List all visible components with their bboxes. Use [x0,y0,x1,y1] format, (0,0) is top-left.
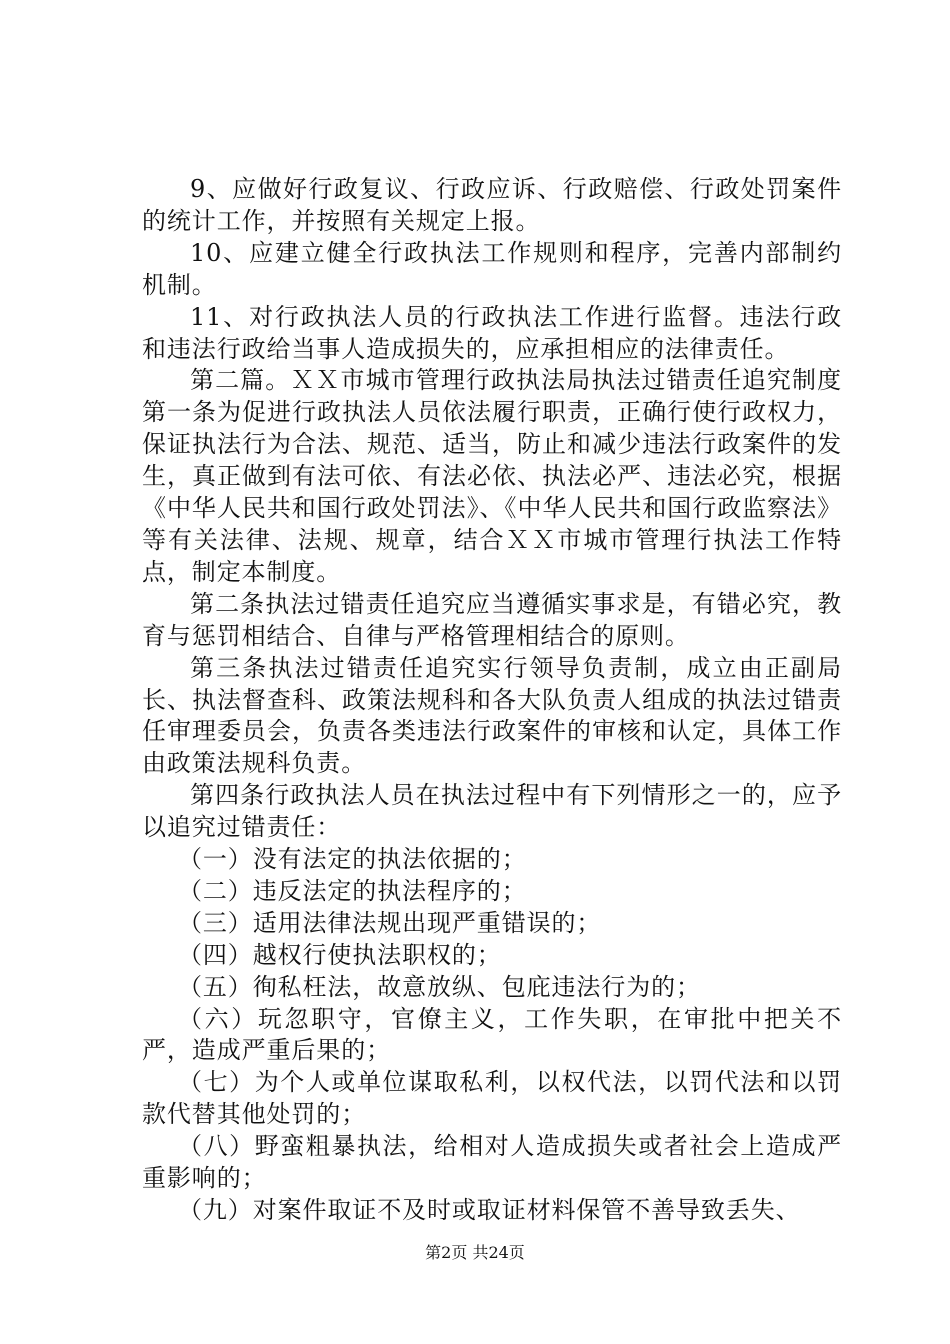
paragraph-11: 11、对行政执法人员的行政执法工作进行监督。违法行政和违法行政给当事人造成损失的，应承担相应的法律责任。 [142,302,842,363]
paragraph-article-4: 第四条行政执法人员在执法过程中有下列情形之一的，应予以追究过错责任： [142,781,842,842]
document-body [142,174,842,1227]
paragraph-chapter-two-article-1: 第二篇。ＸＸ市城市管理行政执法局执法过错责任追究制度第一条为促进行政执法人员依法履行职责，正确行使行政权力，保证执法行为合法、规范、适当，防止和减少违法行政案件的发生，真正做到有法可依、有法必依、执法必严、违法必究，根据《中华人民共和国行政处罚法》、《中华人民共和国行政监察法》等有关法律、法规、规章，结合ＸＸ市城市管理行执法工作特点，制定本制度。 [142,366,842,586]
paragraph-10: 10、应建立健全行政执法工作规则和程序，完善内部制约机制。 [142,238,842,299]
list-item-6: （六）玩忽职守，官僚主义，工作失职，在审批中把关不严，造成严重后果的； [142,1004,842,1065]
list-item-3: （三）适用法律法规出现严重错误的； [178,908,602,937]
paragraph-article-3: 第三条执法过错责任追究实行领导负责制，成立由正副局长、执法督查科、政策法规科和各大队负责人组成的执法过错责任审理委员会，负责各类违法行政案件的审核和认定，具体工作由政策法规科负责。 [142,653,842,778]
list-item-9: （九）对案件取证不及时或取证材料保管不善导致丢失、 [178,1196,801,1224]
list-item-8: （八）野蛮粗暴执法，给相对人造成损失或者社会上造成严重影响的； [142,1132,842,1193]
list-item-1: （一）没有法定的执法依据的； [178,845,527,874]
page-number-footer: 第2页 共24页 [425,1243,525,1262]
paragraph-9: 9、应做好行政复议、行政应诉、行政赔偿、行政处罚案件的统计工作，并按照有关规定上报。 [142,175,842,235]
list-item-2: （二）违反法定的执法程序的； [178,876,527,905]
list-item-5: （五）徇私枉法，故意放纵、包庇违法行为的； [178,972,701,1001]
list-item-4: （四）越权行使执法职权的； [178,940,502,969]
paragraph-article-2: 第二条执法过错责任追究应当遵循实事求是，有错必究，教育与惩罚相结合、自律与严格管理相结合的原则。 [142,589,842,650]
list-item-7: （七）为个人或单位谋取私利，以权代法，以罚代法和以罚款代替其他处罚的； [142,1068,842,1129]
